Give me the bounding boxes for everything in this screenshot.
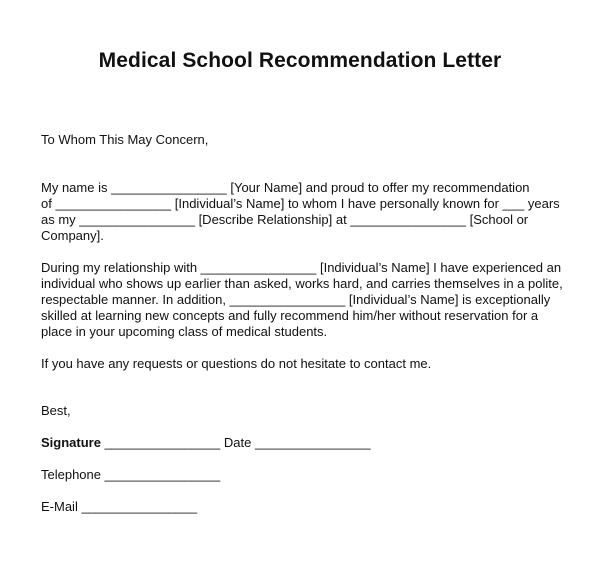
paragraph1-line3: as my ________________ [Describe Relationship] at ________________ [School or <box>41 212 529 227</box>
paragraph1-line1: My name is ________________ [Your Name] and proud to offer my recommendation <box>41 180 530 195</box>
signature-label: Signature <box>41 435 101 450</box>
paragraph1-line2: of ________________ [Individual’s Name] to whom I have personally known for ___ years <box>41 196 560 211</box>
email-field: E-Mail ________________ <box>41 499 198 514</box>
signature-row <box>41 434 371 451</box>
paragraph2-line4: skilled at learning new concepts and fully recommend him/her without reservation for a <box>41 308 539 323</box>
signature-blank: ________________ <box>100 435 224 450</box>
date-field: Date ________________ <box>223 435 371 450</box>
salutation: To Whom This May Concern, <box>41 132 209 147</box>
paragraph3: If you have any requests or questions do not hesitate to contact me. <box>41 356 432 371</box>
paragraph2-line3: respectable manner. In addition, ________________ [Individual’s Name] is exceptionally <box>41 292 551 307</box>
letter-title: Medical School Recommendation Letter <box>98 49 502 72</box>
closing: Best, <box>41 403 71 418</box>
paragraph2-line5: place in your upcoming class of medical students. <box>41 324 328 339</box>
paragraph2-line1: During my relationship with ________________ [Individual’s Name] I have experienced an <box>41 260 562 275</box>
paragraph1-line4: Company]. <box>41 228 104 243</box>
paragraph2-line2: individual who shows up earlier than asked, works hard, and carries themselves in a polite, <box>41 276 563 291</box>
telephone-field: Telephone ________________ <box>41 467 221 482</box>
